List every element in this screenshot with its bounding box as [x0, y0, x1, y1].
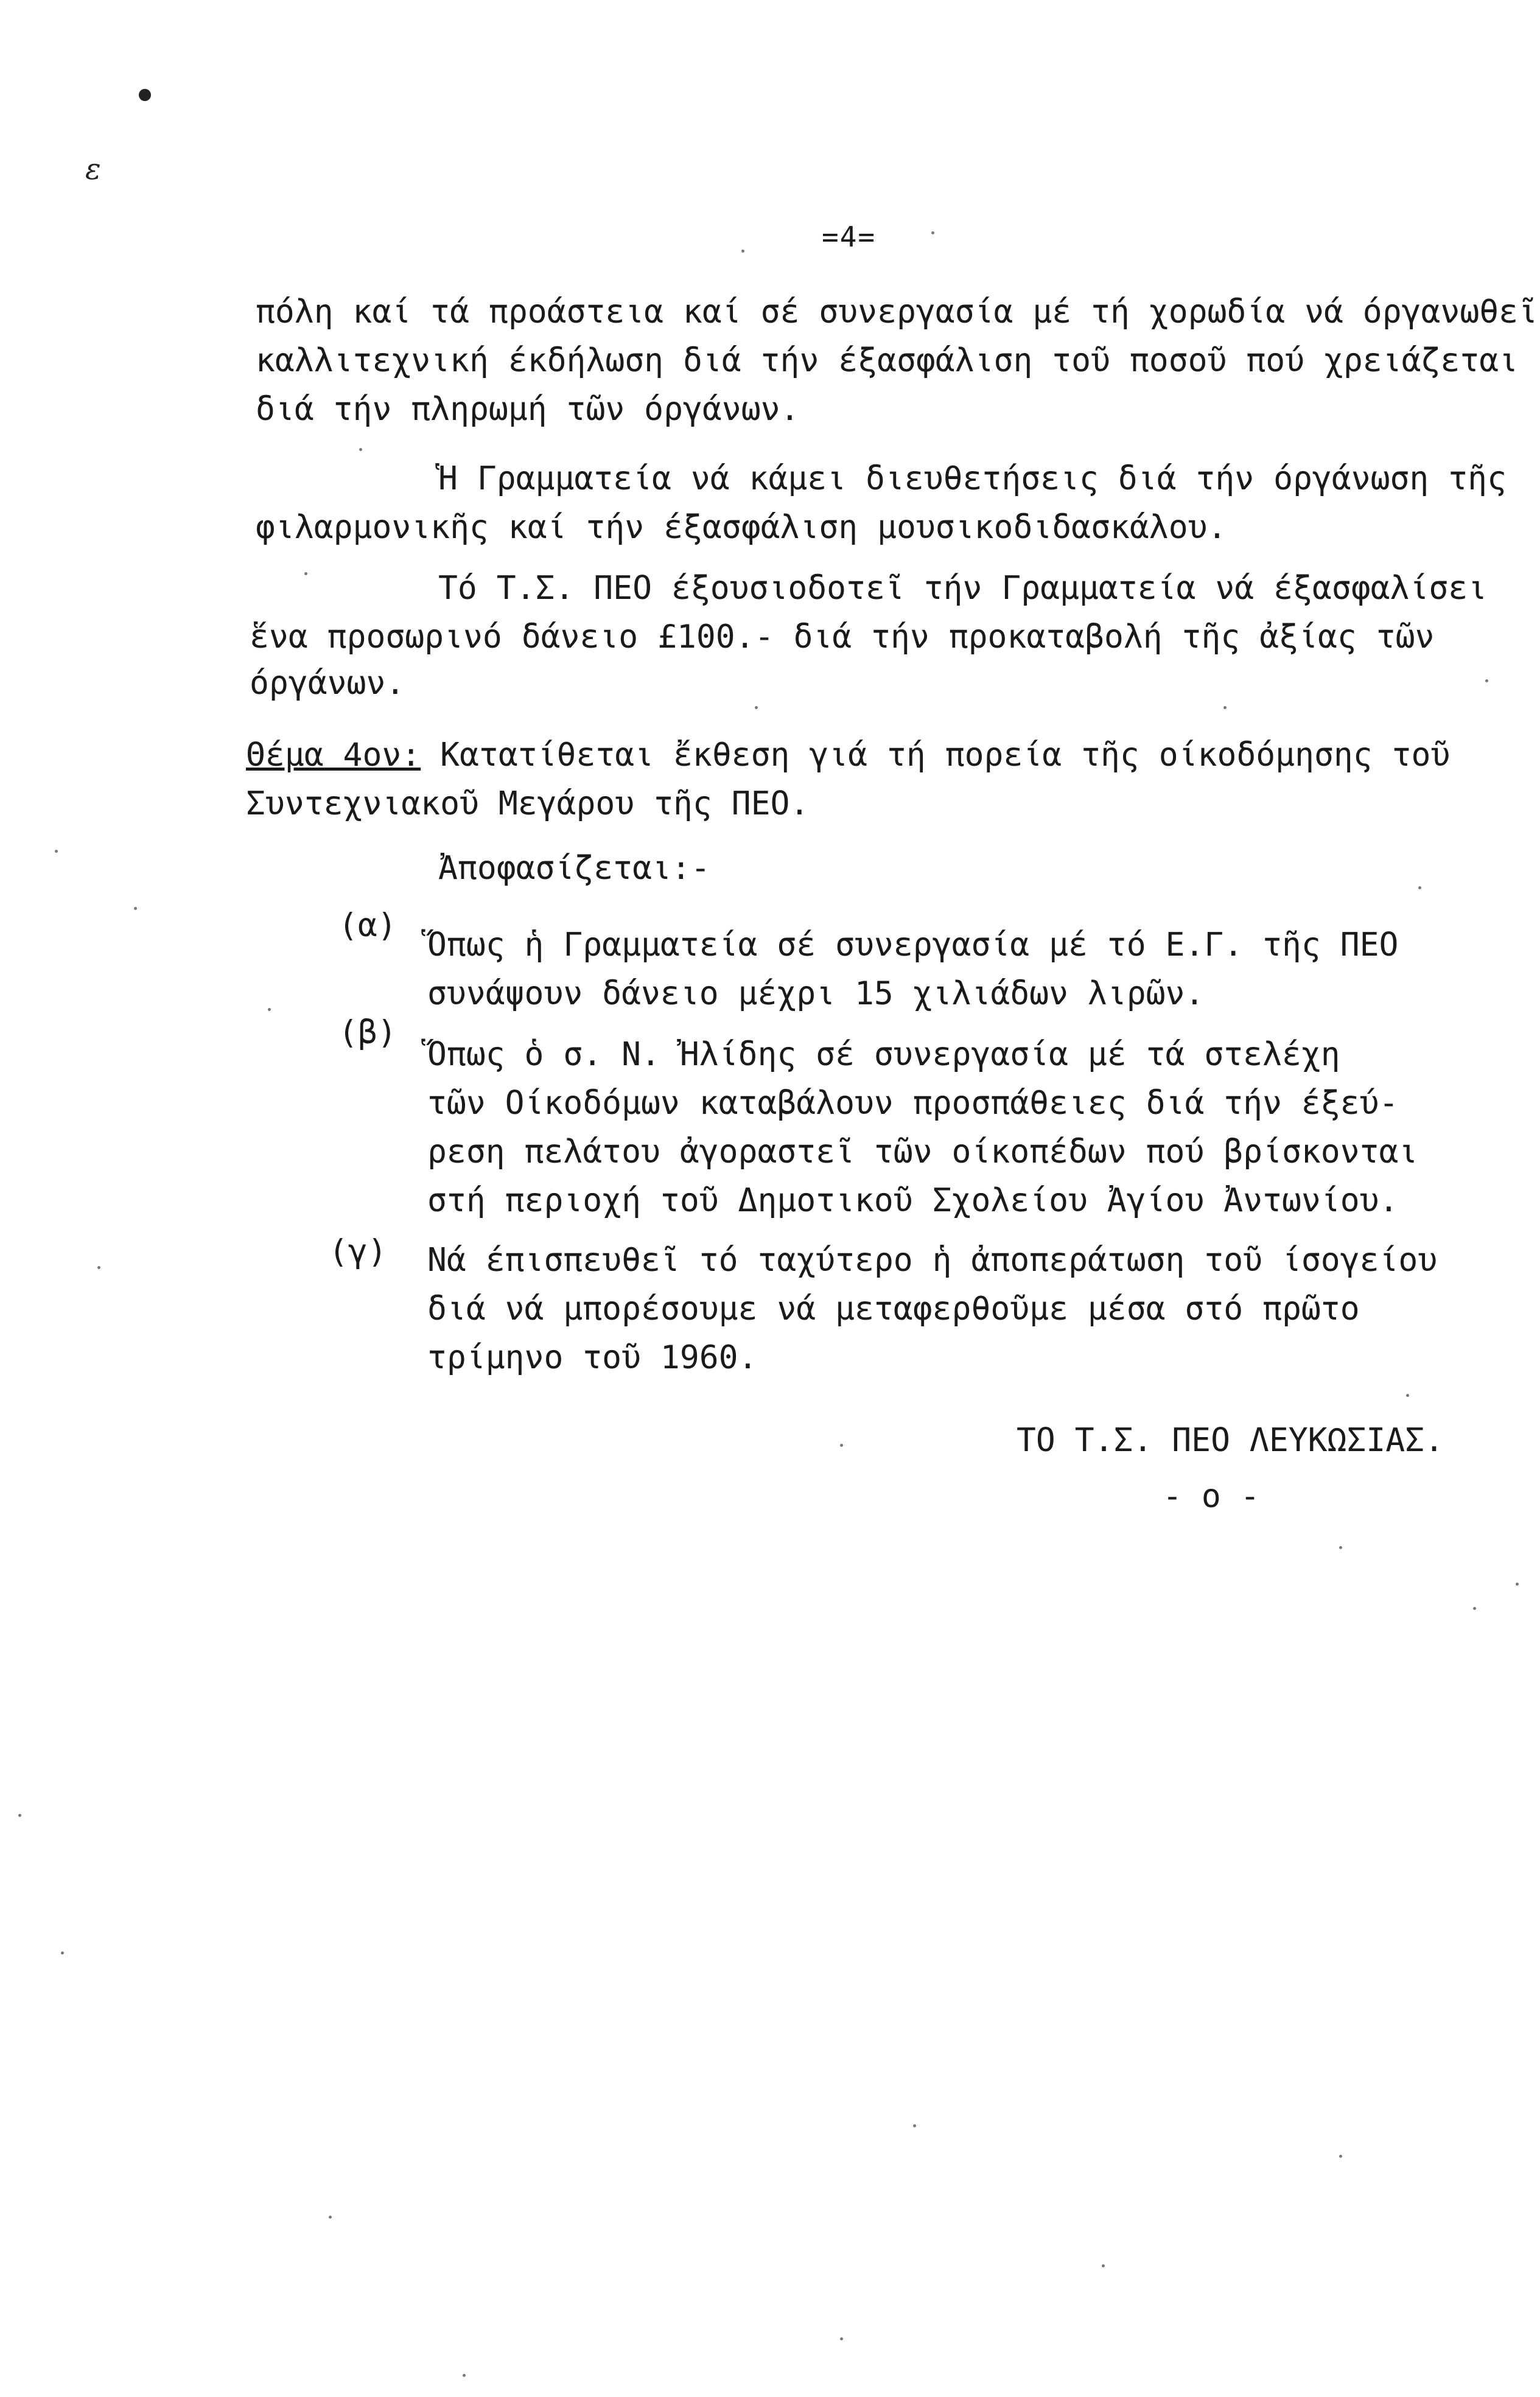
- end-mark: - ο -: [1163, 1478, 1260, 1515]
- topic-4-heading: Θέμα 4ον:: [246, 737, 421, 774]
- scan-speck: [1339, 1546, 1342, 1549]
- item-c-line-3: τρίμηνο τοῦ 1960.: [427, 1339, 758, 1376]
- scan-speck: [463, 2374, 466, 2377]
- signature: ΤΟ Τ.Σ. ΠΕΟ ΛΕΥΚΩΣΙΑΣ.: [1017, 1422, 1444, 1459]
- scan-speck: [1418, 886, 1421, 889]
- topic-4-line-2: Συντεχνιακοῦ Μεγάρου τῆς ΠΕΟ.: [246, 785, 810, 822]
- item-c-line-1: Νά έπισπευθεῖ τό ταχύτερο ἡ ἀποπεράτωση τοῦ ίσογείου: [427, 1242, 1438, 1279]
- paragraph-2-line-1: Ἡ Γραμματεία νά κάμει διευθετήσεις διά τήν όργάνωση τῆς: [438, 460, 1507, 497]
- topic-4-text: Κατατίθεται ἔκθεση γιά τή πορεία τῆς οίκοδόμησης τοῦ: [421, 737, 1451, 774]
- decision-heading: Ἀποφασίζεται:-: [438, 850, 710, 887]
- item-c-label: (γ): [329, 1233, 387, 1270]
- paragraph-3-line-3: όργάνων.: [250, 665, 405, 702]
- scan-speck: [1339, 2155, 1342, 2158]
- item-b-line-4: στή περιοχή τοῦ Δημοτικοῦ Σχολείου Ἀγίου Ἀντωνίου.: [427, 1182, 1399, 1219]
- scan-speck: [1406, 1394, 1409, 1397]
- scan-speck: [1473, 1607, 1476, 1610]
- scan-speck: [931, 231, 934, 234]
- scan-speck: [913, 2124, 916, 2127]
- paragraph-1-line-1: πόλη καί τά προάστεια καί σέ συνεργασία μέ τή χορωδία νά όργανωθεῖ: [256, 293, 1538, 331]
- scan-dot-mark: [139, 89, 151, 101]
- item-a-label: (α): [338, 907, 397, 944]
- paragraph-1-line-2: καλλιτεχνική έκδήλωση διά τήν έξασφάλιση τοῦ ποσοῦ πού χρειάζεται: [256, 342, 1519, 379]
- item-b-line-1: Ὅπως ὁ σ. Ν. Ἠλίδης σέ συνεργασία μέ τά στελέχη: [427, 1036, 1340, 1073]
- scan-speck: [18, 1814, 21, 1817]
- item-a-line-1: Ὅπως ἡ Γραμματεία σέ συνεργασία μέ τό Ε.Γ. τῆς ΠΕΟ: [427, 926, 1399, 964]
- item-b-line-3: ρεση πελάτου ἀγοραστεῖ τῶν οίκοπέδων πού βρίσκονται: [427, 1133, 1418, 1171]
- scan-speck: [97, 1266, 100, 1269]
- scan-speck: [1516, 1583, 1519, 1586]
- scan-speck: [268, 1008, 271, 1011]
- scan-speck: [55, 850, 58, 853]
- paragraph-3-line-2: ἕνα προσωρινό δάνειο £100.- διά τήν προκαταβολή τῆς ἀξίας τῶν: [250, 618, 1435, 656]
- item-c-line-2: διά νά μπορέσουμε νά μεταφερθοῦμε μέσα στό πρῶτο: [427, 1290, 1360, 1328]
- scan-speck: [134, 907, 137, 910]
- scan-speck: [741, 250, 744, 253]
- scan-speck: [61, 1951, 64, 1954]
- item-b-label: (β): [338, 1014, 397, 1051]
- scan-speck: [755, 706, 758, 709]
- topic-4-line-1: [246, 737, 1451, 774]
- paragraph-1-line-3: διά τήν πληρωμή τῶν όργάνων.: [256, 391, 800, 428]
- scan-speck: [1102, 2264, 1105, 2267]
- paragraph-2-line-2: φιλαρμονικῆς καί τήν έξασφάλιση μουσικοδιδασκάλου.: [256, 509, 1227, 546]
- paragraph-3-line-1: Τό Τ.Σ. ΠΕΟ έξουσιοδοτεῖ τήν Γραμματεία νά έξασφαλίσει: [438, 570, 1488, 607]
- scan-speck: [840, 1444, 843, 1447]
- scan-speck: [359, 448, 362, 451]
- scan-speck: [1485, 679, 1488, 682]
- scan-speck: [840, 2337, 843, 2340]
- scan-speck: [1223, 706, 1227, 709]
- page-number: =4=: [822, 220, 877, 253]
- scan-speck: [304, 572, 307, 575]
- scan-handwritten-mark: ε: [85, 152, 101, 186]
- item-a-line-2: συνάψουν δάνειο μέχρι 15 χιλιάδων λιρῶν.: [427, 975, 1205, 1012]
- item-b-line-2: τῶν Οίκοδόμων καταβάλουν προσπάθειες διά τήν έξεύ-: [427, 1085, 1399, 1122]
- scan-speck: [329, 2216, 332, 2219]
